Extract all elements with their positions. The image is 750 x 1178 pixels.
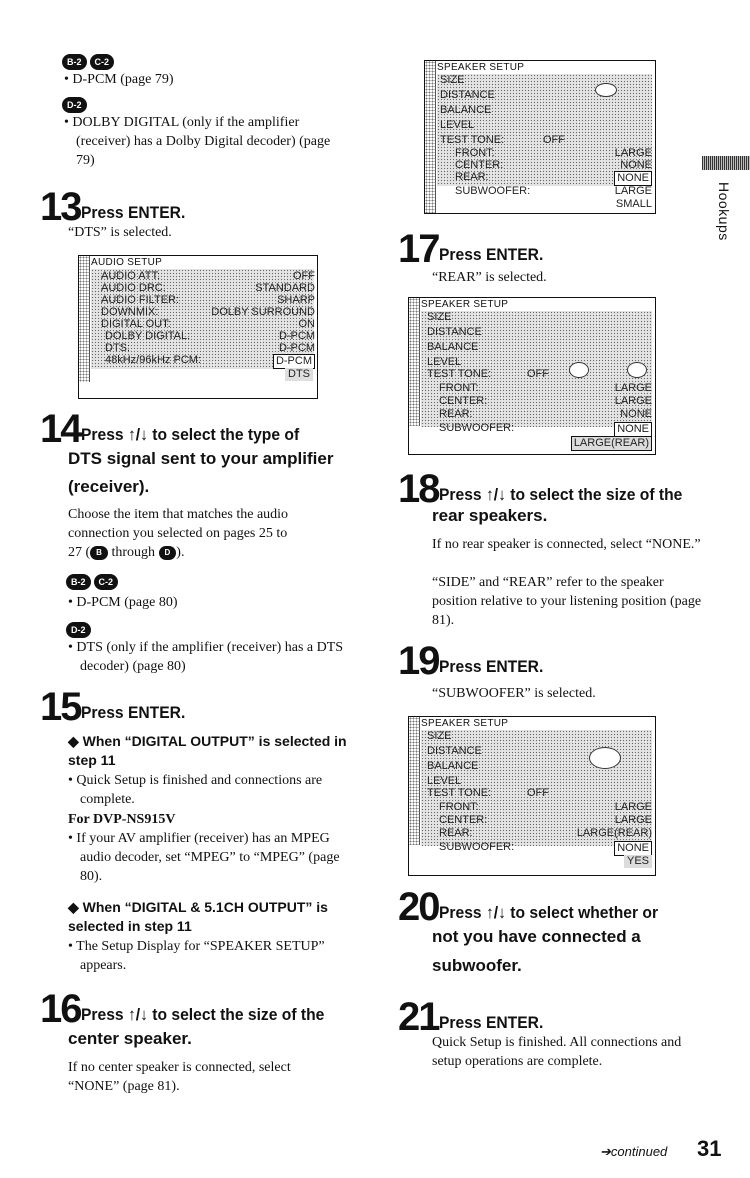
speaker-icon — [569, 362, 589, 378]
step-18 — [398, 467, 703, 511]
row-label: REAR: — [455, 171, 489, 183]
row-value: LARGE — [614, 185, 652, 197]
item-dolby-digital: • DOLBY DIGITAL (only if the amplifier (receiver) has a Dolby Digital decoder) (page 79) — [64, 115, 331, 168]
screen-option: LARGE(REAR) — [571, 436, 652, 451]
step-title: Press ↑/↓ to select the size of the — [80, 1005, 324, 1024]
tag-d2-second: D-2 — [66, 620, 94, 638]
step-15 — [40, 685, 194, 729]
step-20-title-line2: not you have connected a — [432, 927, 641, 946]
row-value: LARGE — [614, 395, 652, 407]
row-value-selected: D-PCM — [273, 354, 315, 369]
row-label: FRONT: — [455, 147, 495, 159]
row-value: STANDARD — [255, 282, 315, 294]
menu-level: LEVEL — [427, 356, 462, 368]
step-title: Press ↑/↓ to select the size of the — [438, 485, 682, 504]
row-value: OFF — [293, 270, 315, 282]
menu-level: LEVEL — [440, 119, 475, 131]
menu-level: LEVEL — [427, 775, 462, 787]
screen-title: AUDIO SETUP — [91, 257, 163, 268]
step-16 — [40, 987, 345, 1031]
row-value: LARGE — [614, 382, 652, 394]
row-label: REAR: — [439, 408, 473, 420]
row-label: AUDIO ATT: — [101, 270, 161, 282]
step-title: Press ↑/↓ to select whether or — [438, 903, 658, 922]
row-value: LARGE — [614, 814, 652, 826]
row-label: DOWNMIX: — [101, 306, 159, 318]
step-title: Press ↑/↓ to select the type of — [80, 425, 299, 444]
row-label: AUDIO FILTER: — [101, 294, 180, 306]
row-value: NONE — [620, 408, 652, 420]
step-21 — [398, 995, 552, 1039]
screen-option: YES — [624, 855, 652, 868]
row-label: SUBWOOFER: — [439, 422, 515, 434]
item-dpcm-80: • D-PCM (page 80) — [68, 595, 178, 610]
tag-b2: B-2 — [62, 54, 87, 70]
tags-b2-c2-second: B-2 C-2 — [66, 572, 121, 590]
step-number: 16 — [40, 987, 81, 1031]
tag-d2: D-2 — [62, 95, 90, 113]
row-label: CENTER: — [455, 159, 504, 171]
row-value: LARGE(REAR) — [576, 827, 652, 839]
menu-size: SIZE — [440, 74, 465, 86]
row-value: D-PCM — [278, 342, 315, 354]
speaker-setup-screen-2 — [408, 297, 656, 455]
row-label: DTS: — [105, 342, 131, 354]
row-value: D-PCM — [278, 330, 315, 342]
step-15-sub2-text: • The Setup Display for “SPEAKER SETUP” appears. — [68, 939, 325, 973]
row-value: SHARP — [277, 294, 315, 306]
speaker-icon — [595, 83, 617, 97]
screen-option: SMALL — [615, 198, 652, 210]
menu-size: SIZE — [427, 730, 452, 742]
step-title: Press ENTER. — [80, 703, 185, 722]
step-title: Press ENTER. — [438, 1013, 543, 1032]
step-number: 13 — [40, 185, 81, 229]
side-tab-label: Hookups — [716, 182, 732, 241]
step-15-subhead-1: ◆ When “DIGITAL OUTPUT” is selected in step 11 — [68, 733, 347, 768]
step-13 — [40, 185, 194, 229]
row-label: DIGITAL OUT: — [101, 318, 171, 330]
step-number: 19 — [398, 639, 439, 683]
step-number: 14 — [40, 407, 81, 451]
page-number: 31 — [697, 1136, 722, 1161]
step-14-title-line2: DTS signal sent to your amplifier — [68, 449, 334, 468]
step-19 — [398, 639, 552, 683]
menu-balance: BALANCE — [427, 760, 479, 772]
step-title: Press ENTER. — [438, 657, 543, 676]
row-value: NONE — [620, 159, 652, 171]
screen-option: DTS — [285, 368, 313, 381]
continued-label: ➔continued — [600, 1144, 668, 1159]
row-value: DOLBY SURROUND — [211, 306, 315, 318]
row-value: LARGE — [614, 801, 652, 813]
speaker-icon — [589, 747, 621, 769]
step-number: 15 — [40, 685, 81, 729]
tag-b: B — [90, 546, 108, 560]
screen-title: SPEAKER SETUP — [421, 299, 509, 310]
row-label: FRONT: — [439, 382, 479, 394]
step-16-text: If no center speaker is connected, select “NONE” (page 81). — [68, 1060, 291, 1094]
step-16-title-line2: center speaker. — [68, 1029, 192, 1048]
menu-distance: DISTANCE — [427, 326, 482, 338]
screen-title: SPEAKER SETUP — [421, 718, 509, 729]
menu-balance: BALANCE — [440, 104, 492, 116]
menu-distance: DISTANCE — [427, 745, 482, 757]
step-17 — [398, 227, 552, 271]
step-13-text: “DTS” is selected. — [68, 225, 172, 240]
step-20 — [398, 885, 677, 929]
row-label: 48kHz/96kHz PCM: — [105, 354, 201, 366]
step-number: 18 — [398, 467, 439, 511]
row-value: LARGE — [614, 147, 652, 159]
step-number: 21 — [398, 995, 439, 1039]
step-18-text-1: If no rear speaker is connected, select “NONE.” — [432, 537, 701, 552]
step-title: Press ENTER. — [80, 203, 185, 222]
step-number: 20 — [398, 885, 439, 929]
step-title: Press ENTER. — [438, 245, 543, 264]
step-19-text: “SUBWOOFER” is selected. — [432, 686, 596, 701]
test-tone-value: OFF — [527, 787, 549, 799]
speaker-setup-screen-3 — [408, 716, 656, 876]
item-dpcm-79: • D-PCM (page 79) — [64, 72, 174, 87]
step-number: 17 — [398, 227, 439, 271]
menu-balance: BALANCE — [427, 341, 479, 353]
model-heading: For DVP-NS915V — [68, 812, 176, 827]
test-tone-value: OFF — [543, 134, 565, 146]
step-14-title-line3: (receiver). — [68, 477, 150, 496]
row-value: ON — [298, 318, 315, 330]
item-dts: • DTS (only if the amplifier (receiver) has a DTS decoder) (page 80) — [68, 640, 344, 674]
row-value-selected: NONE — [614, 422, 652, 437]
step-15-subhead-2: ◆ When “DIGITAL & 5.1CH OUTPUT” is selected in step 11 — [68, 899, 328, 934]
step-14-text: Choose the item that matches the audio connection you selected on pages 25 to 27 ( B through D ). — [68, 507, 289, 560]
test-tone-value: OFF — [527, 368, 549, 380]
speaker-setup-screen-1 — [424, 60, 656, 214]
step-20-title-line3: subwoofer. — [432, 956, 522, 975]
step-18-title-line2: rear speakers. — [432, 506, 548, 525]
row-label: SUBWOOFER: — [439, 841, 515, 853]
tag-c2: C-2 — [90, 54, 115, 70]
step-21-text: Quick Setup is finished. All connections and setup operations are complete. — [432, 1035, 682, 1069]
menu-test-tone: TEST TONE: — [427, 787, 492, 799]
row-label: SUBWOOFER: — [455, 185, 531, 197]
row-label: DOLBY DIGITAL: — [105, 330, 191, 342]
step-15-sub1-text: • Quick Setup is finished and connections are complete. — [68, 773, 323, 807]
step-17-text: “REAR” is selected. — [432, 270, 547, 285]
menu-test-tone: TEST TONE: — [427, 368, 492, 380]
audio-setup-screen — [78, 255, 318, 399]
row-value-selected: NONE — [614, 841, 652, 856]
row-label: REAR: — [439, 827, 473, 839]
tag-d: D — [159, 546, 177, 560]
row-label: AUDIO DRC: — [101, 282, 166, 294]
speaker-icon — [627, 362, 647, 378]
tags-b2-c2 — [62, 52, 117, 70]
menu-distance: DISTANCE — [440, 89, 495, 101]
screen-title: SPEAKER SETUP — [437, 62, 525, 73]
row-label: CENTER: — [439, 814, 488, 826]
menu-test-tone: TEST TONE: — [440, 134, 505, 146]
row-label: CENTER: — [439, 395, 488, 407]
row-label: FRONT: — [439, 801, 479, 813]
row-value-selected: NONE — [614, 171, 652, 186]
menu-size: SIZE — [427, 311, 452, 323]
side-tab-bar — [702, 156, 750, 170]
model-text: • If your AV amplifier (receiver) has an MPEG audio decoder, set “MPEG” to “MPEG” (page 80). — [68, 831, 340, 884]
step-18-text-2: “SIDE” and “REAR” refer to the speaker position relative to your listening position (page 81). — [432, 575, 702, 628]
step-14 — [40, 407, 318, 451]
